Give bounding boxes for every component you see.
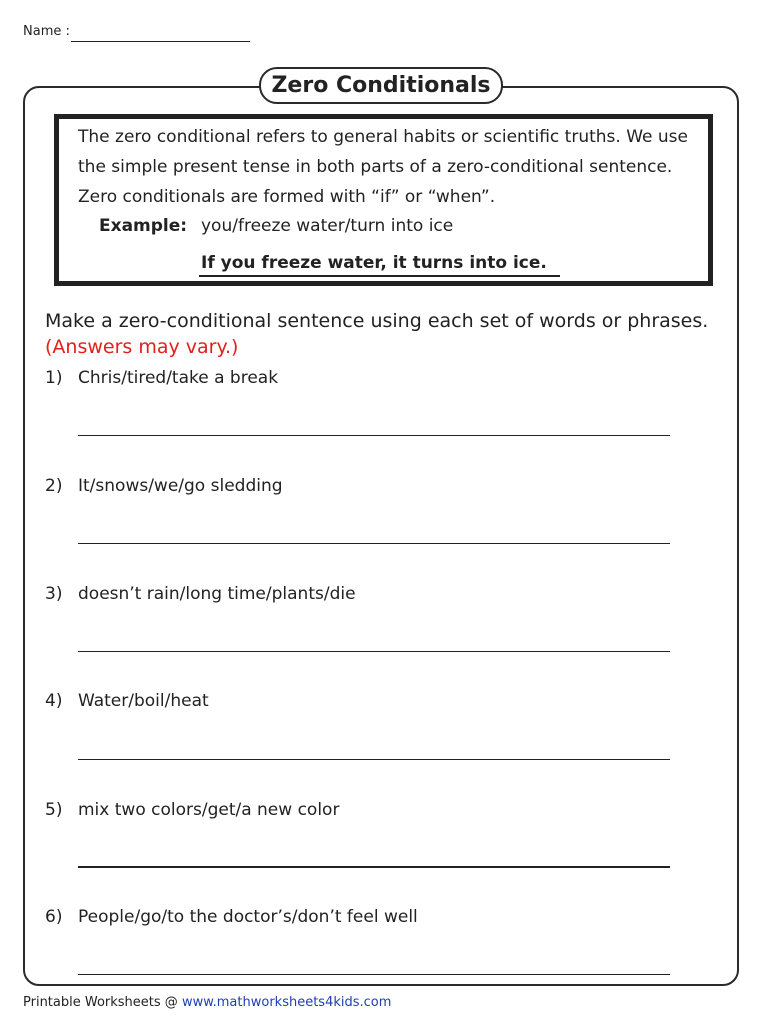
worksheet-title: Zero Conditionals [259,67,503,104]
example-label: Example: [99,216,188,236]
name-field[interactable] [71,41,250,42]
question-6-prompt: People/go/to the doctor’s/don’t feel well [78,907,418,927]
example-answer-underline [199,275,560,277]
question-2-answer-line[interactable] [78,543,670,544]
example-answer: If you freeze water, it turns into ice. [201,253,547,273]
question-2-number: 2) [45,476,63,496]
question-5-prompt: mix two colors/get/a new color [78,800,340,820]
question-4-prompt: Water/boil/heat [78,691,209,711]
footer-prefix: Printable Worksheets @ [23,995,178,1010]
question-1-prompt: Chris/tired/take a break [78,368,279,388]
instructions-note: (Answers may vary.) [45,336,239,358]
info-line-1: The zero conditional refers to general habits or scientific truths. We use [78,127,688,147]
question-5-number: 5) [45,800,63,820]
question-4-number: 4) [45,691,63,711]
question-1-number: 1) [45,368,63,388]
info-line-3: Zero conditionals are formed with “if” or “when”. [78,187,496,207]
name-label: Name : [23,24,70,39]
question-4-answer-line[interactable] [78,759,670,760]
question-2-prompt: It/snows/we/go sledding [78,476,283,496]
info-line-2: the simple present tense in both parts of a zero-conditional sentence. [78,157,673,177]
footer-link[interactable]: www.mathworksheets4kids.com [181,995,392,1010]
example-words: you/freeze water/turn into ice [201,216,454,236]
question-6-answer-line[interactable] [78,974,670,975]
question-3-answer-line[interactable] [78,651,670,652]
question-3-prompt: doesn’t rain/long time/plants/die [78,584,356,604]
question-5-answer-line[interactable] [78,866,670,868]
question-1-answer-line[interactable] [78,435,670,436]
question-6-number: 6) [45,907,63,927]
question-3-number: 3) [45,584,63,604]
instructions-text: Make a zero-conditional sentence using each set of words or phrases. [45,310,709,332]
footer [23,995,391,1010]
